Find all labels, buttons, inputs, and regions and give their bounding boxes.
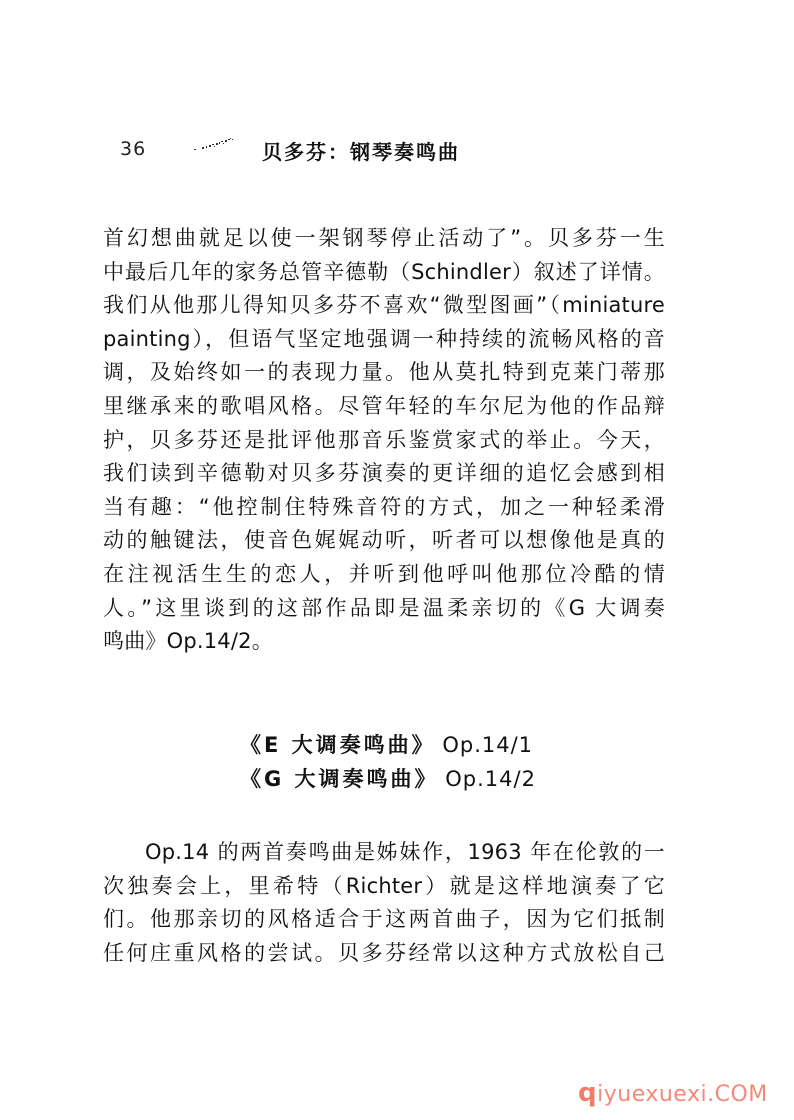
- running-title: 贝多芬：钢琴奏鸣曲: [262, 140, 460, 164]
- opus-number: Op.14/2: [445, 767, 536, 791]
- text-line: 鸣曲》Op.14/2。: [103, 629, 273, 654]
- text-line: 我们读到辛德勒对贝多芬演奏的更详细的追忆会感到相: [103, 461, 665, 486]
- text-line: 里继承来的歌唱风格。尽管年轻的车尔尼为他的作品辩: [103, 393, 665, 418]
- text-line: 次独奏会上，里希特（Richter）就是这样地演奏了它: [103, 873, 665, 898]
- watermark-logo-letter: q: [578, 1078, 598, 1108]
- text-line: 首幻想曲就足以使一架钢琴停止活动了”。贝多芬一生: [103, 226, 665, 250]
- text-line: 任何庄重风格的尝试。贝多芬经常以这种方式放松自己: [103, 940, 665, 965]
- page-number: 36: [120, 138, 147, 160]
- text-line: 调，及始终如一的表现力量。他从莫扎特到克莱门蒂那: [103, 360, 665, 385]
- text-line: painting），但语气坚定地强调一种持续的流畅风格的音: [103, 326, 665, 351]
- site-watermark: [578, 1078, 768, 1108]
- text-line: 护，贝多芬还是批评他那音乐鉴赏家式的举止。今天，: [103, 427, 665, 452]
- text-line: Op.14 的两首奏鸣曲是姊妹作，1963 年在伦敦的一: [145, 840, 665, 864]
- work-title: 《G 大调奏鸣曲》: [240, 767, 439, 791]
- flourish-ornament-icon: [192, 136, 240, 154]
- work-headings: [240, 728, 560, 796]
- watermark-text: iyuexuexi.COM: [597, 1082, 768, 1107]
- paragraph-2: [103, 836, 665, 970]
- opus-number: Op.14/1: [442, 733, 534, 757]
- text-line: 中最后几年的家务总管辛德勒（Schindler）叙述了详情。: [103, 259, 665, 284]
- work-heading-g-major: [240, 762, 560, 796]
- work-heading-e-major: [240, 728, 560, 762]
- text-line: 们。他那亲切的风格适合于这两首曲子，因为它们抵制: [103, 907, 665, 932]
- text-line: 当有趣：“他控制住特殊音符的方式，加之一种轻柔滑: [103, 494, 665, 519]
- text-line: 在注视活生生的恋人，并听到他呼叫他那位冷酷的情: [103, 561, 665, 586]
- text-line: 我们从他那儿得知贝多芬不喜欢“微型图画”（miniature: [103, 293, 665, 318]
- text-line: 人。”这里谈到的这部作品即是温柔亲切的《G 大调奏: [103, 595, 665, 620]
- page-header: [120, 134, 680, 164]
- paragraph-1: [103, 222, 665, 659]
- work-title: 《E 大调奏鸣曲》: [240, 733, 436, 757]
- text-line: 动的触键法，使音色娓娓动听，听者可以想像他是真的: [103, 528, 665, 553]
